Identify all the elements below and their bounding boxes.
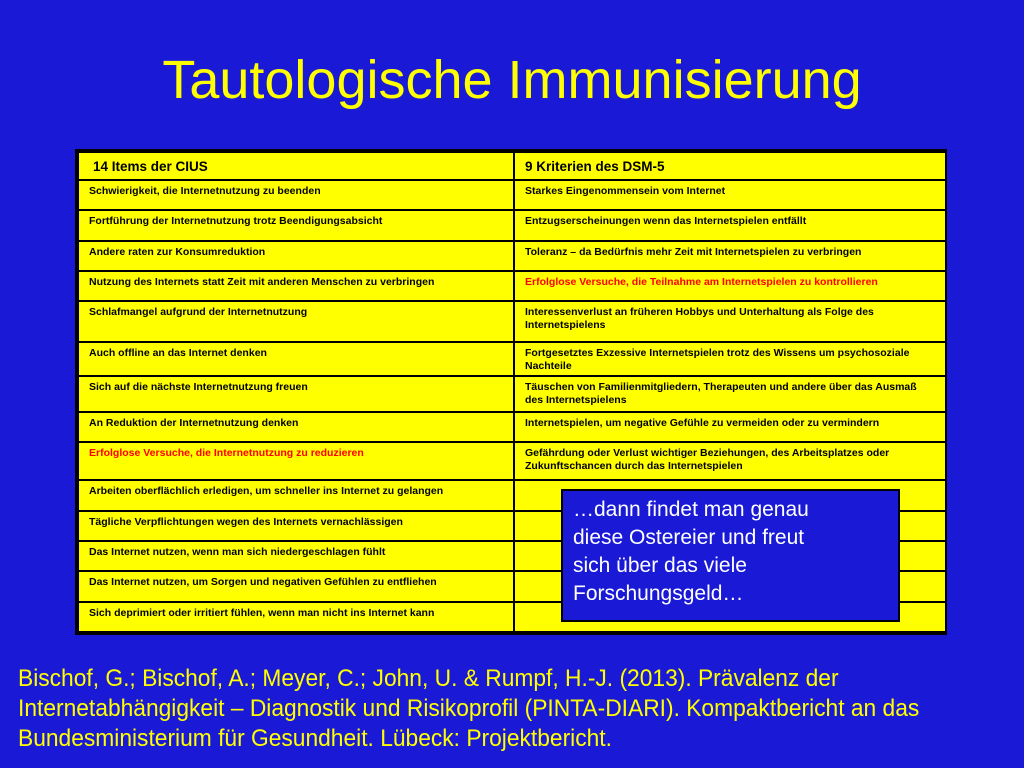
cius-item: Das Internet nutzen, wenn man sich niedergeschlagen fühlt <box>78 541 514 571</box>
cius-item-highlighted: Erfolglose Versuche, die Internetnutzung zu reduzieren <box>78 442 514 480</box>
table-row <box>78 210 946 240</box>
citation-line: Bischof, G.; Bischof, A.; Meyer, C.; John, U. & Rumpf, H.-J. (2013). Prävalenz der <box>18 665 839 692</box>
cius-item: Das Internet nutzen, um Sorgen und negativen Gefühlen zu entfliehen <box>78 571 514 601</box>
callout-box <box>561 489 900 622</box>
table-row <box>78 442 946 480</box>
dsm5-criterion-highlighted: Erfolglose Versuche, die Teilnahme am Internetspielen zu kontrollieren <box>514 271 946 301</box>
cius-item: Nutzung des Internets statt Zeit mit anderen Menschen zu verbringen <box>78 271 514 301</box>
table-header-row <box>78 152 946 180</box>
dsm5-criterion: Täuschen von Familienmitgliedern, Therapeuten und andere über das Ausmaß des Internetspielens <box>514 376 946 411</box>
dsm5-criterion: Starkes Eingenommensein vom Internet <box>514 180 946 210</box>
dsm5-criterion: Gefährdung oder Verlust wichtiger Beziehungen, des Arbeitsplatzes oder Zukunftschancen durch das Internetspielen <box>514 442 946 480</box>
table-row <box>78 241 946 271</box>
dsm5-criterion: Internetspielen, um negative Gefühle zu vermeiden oder zu vermindern <box>514 412 946 442</box>
cius-item: Schlafmangel aufgrund der Internetnutzung <box>78 301 514 341</box>
header-dsm5: 9 Kriterien des DSM-5 <box>514 152 946 180</box>
dsm5-criterion: Entzugserscheinungen wenn das Internetspielen entfällt <box>514 210 946 240</box>
callout-line: sich über das viele <box>573 554 747 577</box>
cius-item: Fortführung der Internetnutzung trotz Beendigungsabsicht <box>78 210 514 240</box>
table-row <box>78 342 946 376</box>
cius-item: Auch offline an das Internet denken <box>78 342 514 376</box>
table-row <box>78 301 946 341</box>
citation-line: Internetabhängigkeit – Diagnostik und Risikoprofil (PINTA-DIARI). Kompaktbericht an das <box>18 695 920 722</box>
dsm5-criterion: Interessenverlust an früheren Hobbys und Unterhaltung als Folge des Internetspielens <box>514 301 946 341</box>
dsm5-criterion: Fortgesetztes Exzessive Internetspielen trotz des Wissens um psychosoziale Nachteile <box>514 342 946 376</box>
cius-item: Schwierigkeit, die Internetnutzung zu beenden <box>78 180 514 210</box>
cius-item: An Reduktion der Internetnutzung denken <box>78 412 514 442</box>
slide-title: Tautologische Immunisierung <box>162 50 862 110</box>
cius-item: Tägliche Verpflichtungen wegen des Internets vernachlässigen <box>78 511 514 541</box>
table-row <box>78 376 946 411</box>
callout-line: …dann findet man genau <box>573 498 809 521</box>
cius-item: Andere raten zur Konsumreduktion <box>78 241 514 271</box>
dsm5-criterion: Toleranz – da Bedürfnis mehr Zeit mit Internetspielen zu verbringen <box>514 241 946 271</box>
callout-line: Forschungsgeld… <box>573 582 744 605</box>
cius-item: Sich auf die nächste Internetnutzung freuen <box>78 376 514 411</box>
header-cius: 14 Items der CIUS <box>78 152 514 180</box>
table-row <box>78 412 946 442</box>
cius-item: Sich deprimiert oder irritiert fühlen, wenn man nicht ins Internet kann <box>78 602 514 632</box>
callout-line: diese Ostereier und freut <box>573 526 805 549</box>
table-row <box>78 271 946 301</box>
table-row <box>78 180 946 210</box>
cius-item: Arbeiten oberflächlich erledigen, um schneller ins Internet zu gelangen <box>78 480 514 510</box>
citation-line: Bundesministerium für Gesundheit. Lübeck: Projektbericht. <box>18 725 612 752</box>
citation <box>18 664 1018 754</box>
